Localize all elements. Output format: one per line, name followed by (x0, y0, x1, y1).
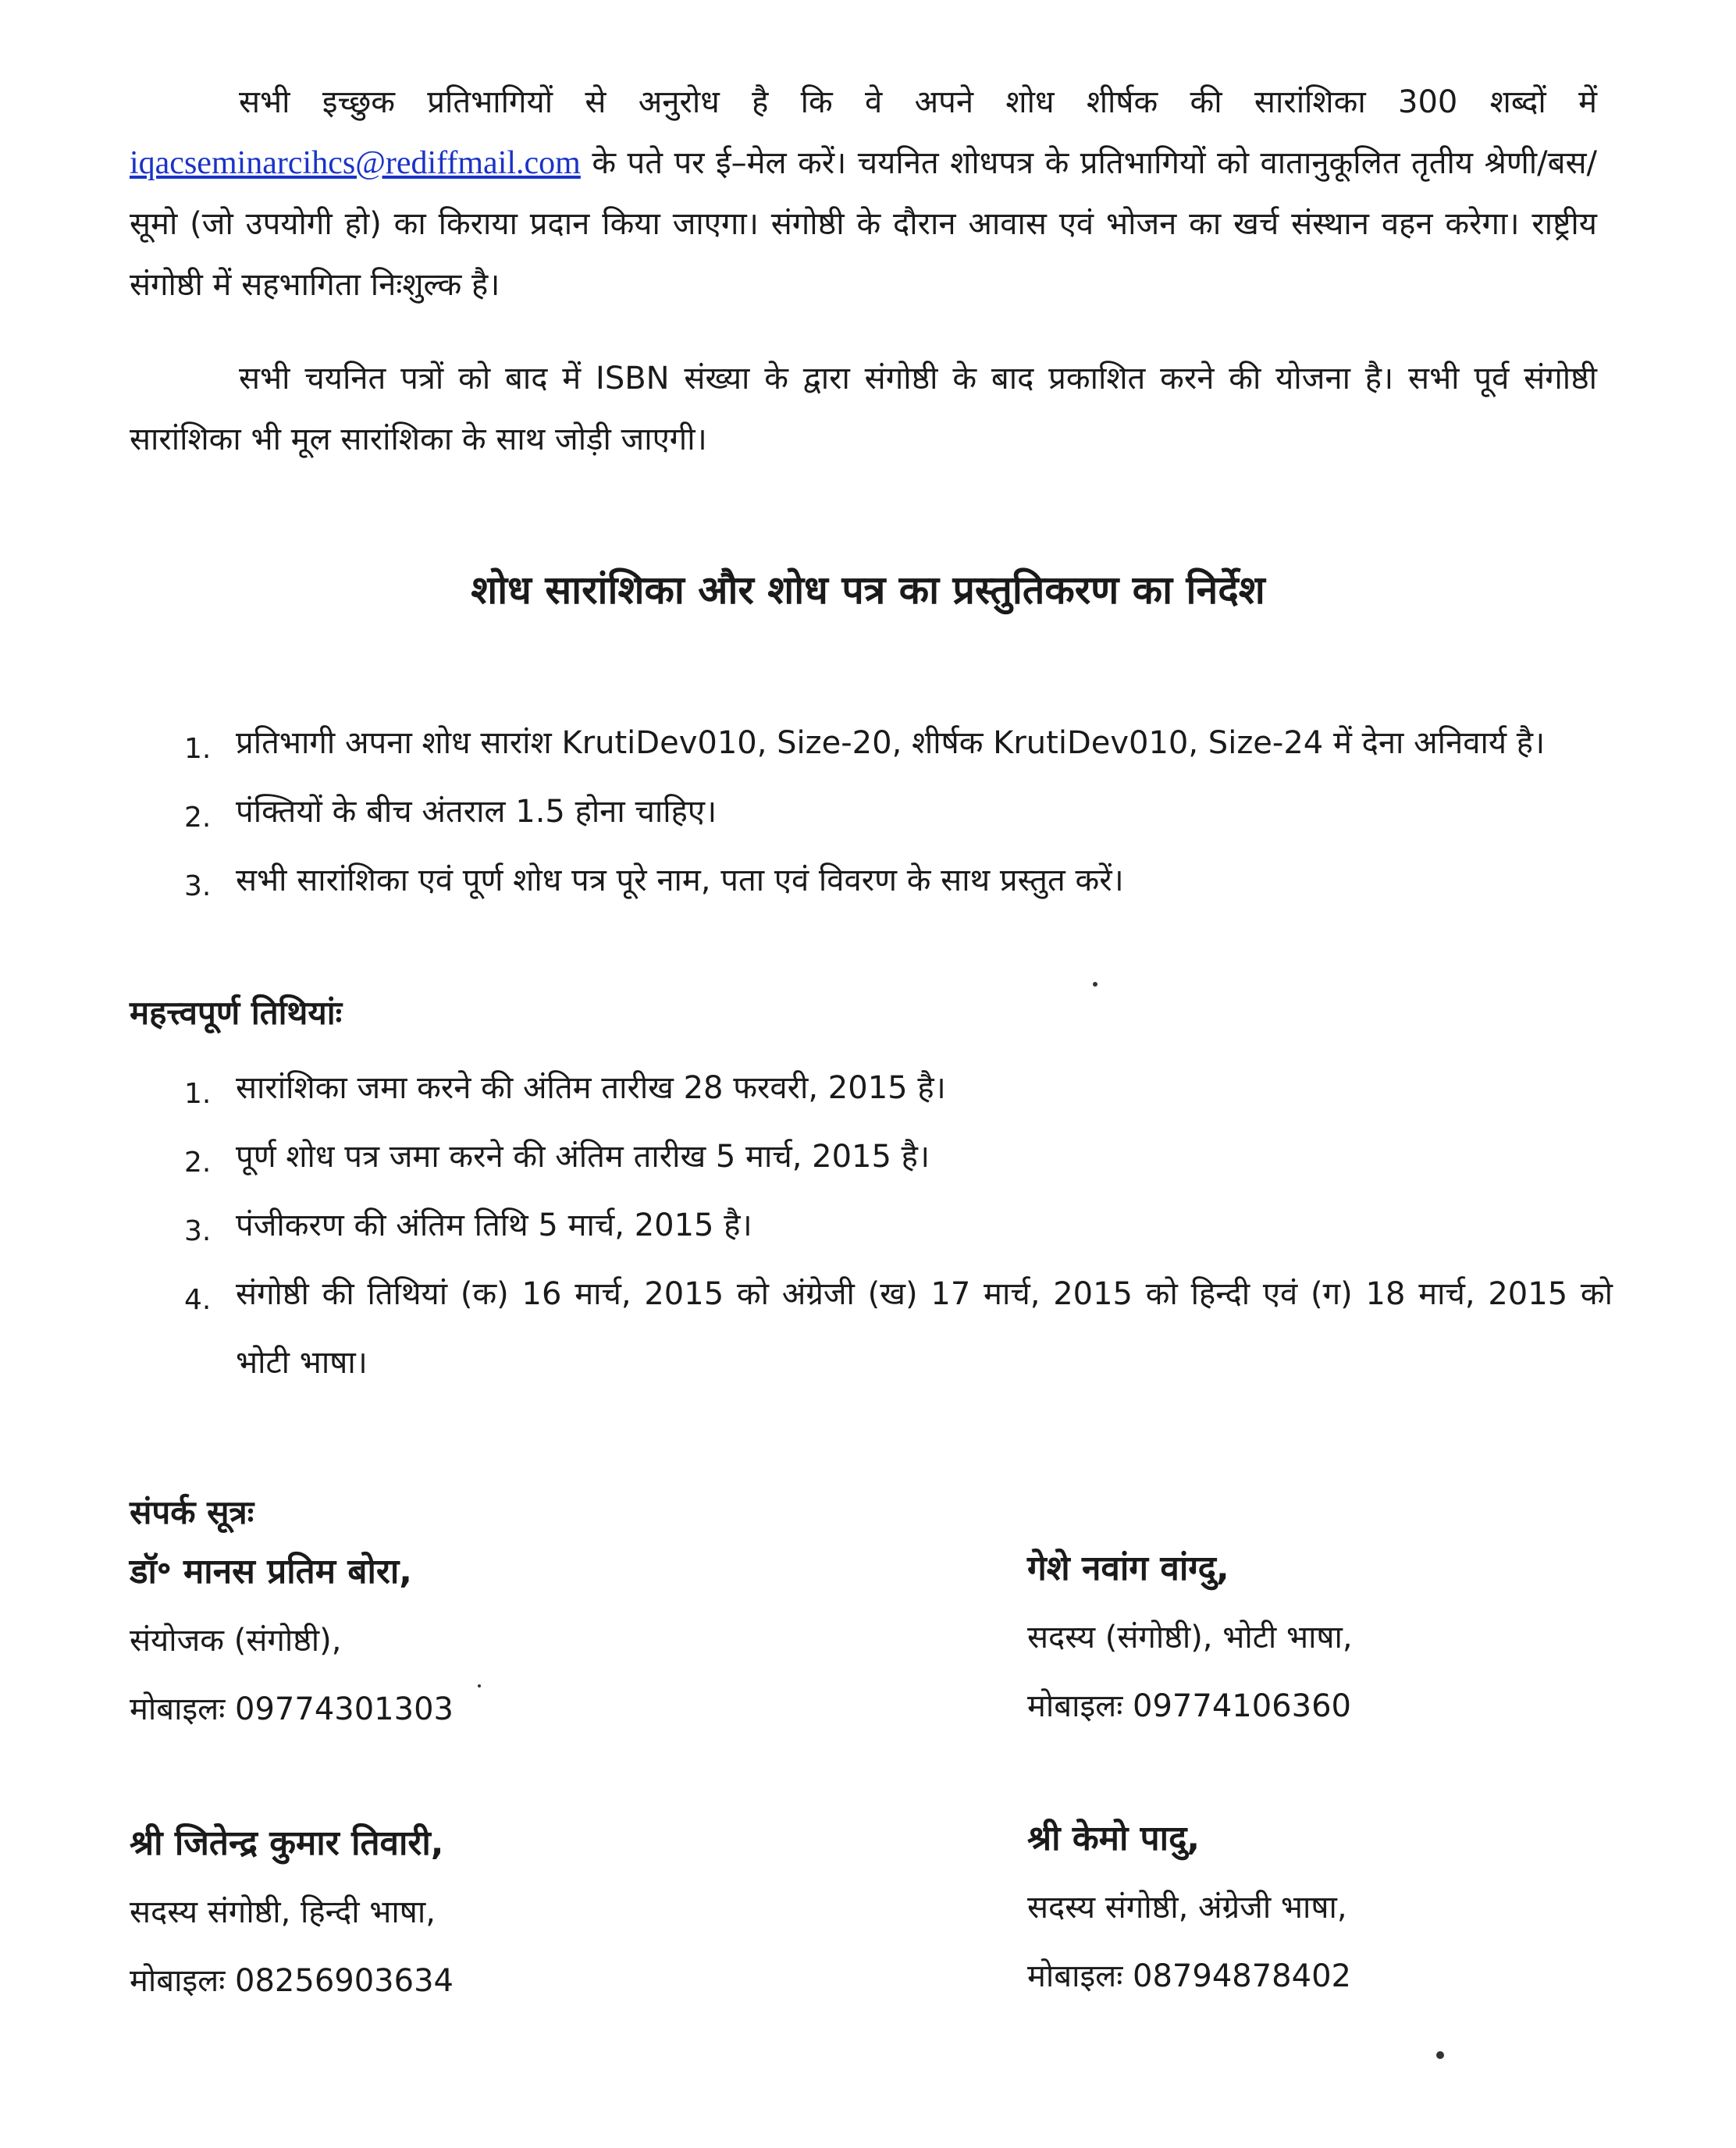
contact-name: श्री केमो पादु, (1027, 1819, 1201, 1858)
contact-card (1027, 1535, 1353, 1741)
scan-speck (1093, 982, 1097, 987)
contact-card (130, 1538, 454, 1744)
dates-list (184, 1054, 1613, 1397)
item-text: संगोष्ठी की तिथियां (क) 16 मार्च, 2015 को अंग्रेजी (ख) 17 मार्च, 2015 को हिन्दी एवं (ग) 18 मार्च, 2015 को भोटी भाषा। (236, 1276, 1613, 1381)
item-text: सभी सारांशिका एवं पूर्ण शोध पत्र पूरे नाम, पता एवं विवरण के साथ प्रस्तुत करें। (236, 862, 1124, 898)
contact-phone[interactable]: मोबाइलः 08794878402 (1027, 1958, 1351, 1994)
contact-card (130, 1809, 454, 2015)
guidelines-list (184, 709, 1613, 915)
contact-role: सदस्य (संगोष्ठी), भोटी भाषा, (1027, 1620, 1353, 1655)
item-number: 3. (184, 1215, 212, 1247)
item-text: पंक्तियों के बीच अंतराल 1.5 होना चाहिए। (236, 794, 717, 830)
contact-name: गेशे नवांग वांग्दु, (1027, 1549, 1229, 1588)
item-text: पंजीकरण की अंतिम तिथि 5 मार्च, 2015 है। (236, 1207, 752, 1243)
scan-speck (1436, 2051, 1444, 2059)
contact-card (1027, 1805, 1351, 2011)
contact-role: सदस्य संगोष्ठी, हिन्दी भाषा, (130, 1894, 436, 1930)
item-number: 2. (184, 802, 212, 834)
scan-speck (478, 1684, 481, 1687)
isbn-text: सभी चयनित पत्रों को बाद में ISBN संख्या के द्वारा संगोष्ठी के बाद प्रकाशित करने की योजना है। सभी पूर्व संगोष्ठी सारांशिका भी मूल सारांशिका के साथ जोड़ी जाएगी। (130, 361, 1597, 457)
list-item (184, 1191, 1613, 1260)
list-item (184, 709, 1613, 777)
list-item (184, 1260, 1613, 1397)
intro-paragraph-2 (130, 348, 1597, 470)
list-item (184, 1122, 1613, 1191)
list-item (184, 1054, 1613, 1122)
item-text: प्रतिभागी अपना शोध सारांश KrutiDev010, Size-20, शीर्षक KrutiDev010, Size-24 में देना अनिवार्य है। (236, 725, 1546, 761)
intro-text-rest: के पते पर ई–मेल करें। चयनित शोधपत्र के प्रतिभागियों को वातानुकूलित तृतीय श्रेणी/बस/सूमो (जो उपयोगी हो) का किराया प्रदान किया जाएगा। संगोष्ठी के दौरान आवास एवं भोजन का खर्च संस्थान वहन करेगा। राष्ट्रीय संगोष्ठी में सहभागिता निःशुल्क है। (130, 145, 1597, 303)
contact-role: संयोजक (संगोष्ठी), (130, 1623, 342, 1659)
item-number: 1. (184, 733, 212, 765)
contact-phone[interactable]: मोबाइलः 08256903634 (130, 1963, 454, 1999)
list-item (184, 846, 1613, 915)
item-text: सारांशिका जमा करने की अंतिम तारीख 28 फरवरी, 2015 है। (236, 1070, 946, 1106)
intro-text-start: सभी इच्छुक प्रतिभागियों से अनुरोध है कि वे अपने शोध शीर्षक की सारांशिका 300 शब्दों में (239, 84, 1597, 120)
contact-role: सदस्य संगोष्ठी, अंग्रेजी भाषा, (1027, 1890, 1347, 1926)
contact-name: डॉ॰ मानस प्रतिम बोरा, (130, 1552, 412, 1591)
intro-paragraph-1 (130, 72, 1597, 315)
dates-heading: महत्त्वपूर्ण तिथियांः (130, 994, 343, 1032)
contact-phone[interactable]: मोबाइलः 09774106360 (1027, 1688, 1351, 1724)
email-link[interactable]: iqacseminarcihcs@rediffmail.com (130, 145, 581, 181)
item-number: 2. (184, 1147, 212, 1179)
item-number: 3. (184, 870, 212, 902)
item-text: पूर्ण शोध पत्र जमा करने की अंतिम तारीख 5 मार्च, 2015 है। (236, 1139, 930, 1175)
contact-phone[interactable]: मोबाइलः 09774301303 (130, 1691, 454, 1727)
list-item (184, 777, 1613, 846)
item-number: 1. (184, 1078, 212, 1110)
contact-name: श्री जितेन्द्र कुमार तिवारी, (130, 1823, 444, 1863)
item-number: 4. (184, 1284, 212, 1316)
contacts-heading: संपर्क सूत्रः (130, 1493, 254, 1531)
guidelines-heading: शोध सारांशिका और शोध पत्र का प्रस्तुतिकरण का निर्देश (471, 567, 1265, 613)
